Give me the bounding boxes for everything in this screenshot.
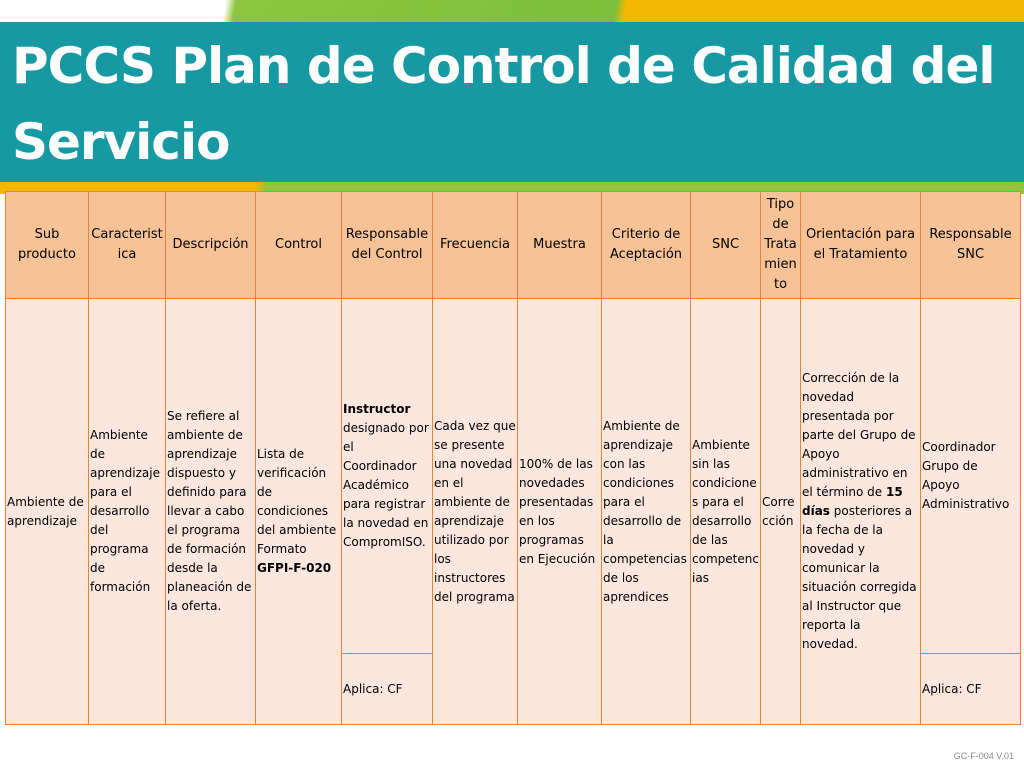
cell-responsable-control: [342, 299, 433, 654]
cell-control: [256, 299, 342, 725]
orientacion-text-post: posteriores a la fecha de la novedad y comunicar la situación corregida al Instructor que reporta la novedad.: [802, 504, 917, 651]
control-text: Lista de verificación de condiciones del ambiente Formato: [257, 447, 337, 556]
header-control: Control: [256, 192, 342, 299]
orientacion-deadline: 15 días: [802, 485, 903, 518]
header-snc: SNC: [691, 192, 761, 299]
cell-criterio: Ambiente de aprendizaje con las condiciones para el desarrollo de la competencias de los aprendices: [602, 299, 691, 725]
header-muestra: Muestra: [518, 192, 602, 299]
responsable-role: Instructor: [343, 402, 411, 416]
header-descripcion: Descripción: [166, 192, 256, 299]
quality-control-table: [5, 191, 1021, 725]
cell-responsable-snc-aplica: Aplica: CF: [921, 654, 1021, 725]
top-decorative-stripe: [0, 0, 1024, 22]
header-criterio: Criterio de Aceptación: [602, 192, 691, 299]
cell-snc: Ambiente sin las condiciones para el desarrollo de las competencias: [691, 299, 761, 725]
header-frecuencia: Frecuencia: [433, 192, 518, 299]
header-sub-producto: Sub producto: [6, 192, 89, 299]
responsable-text: designado por el Coordinador Académico para registrar la novedad en CompromISO.: [343, 421, 429, 549]
table-row: [6, 299, 1021, 654]
cell-responsable-aplica: Aplica: CF: [342, 654, 433, 725]
cell-sub-producto: Ambiente de aprendizaje: [6, 299, 89, 725]
cell-caracteristica: Ambiente de aprendizaje para el desarrollo del programa de formación: [89, 299, 166, 725]
orientacion-text-pre: Corrección de la novedad presentada por parte del Grupo de Apoyo administrativo en el término de: [802, 371, 916, 499]
header-caracteristica: Caracterist ica: [89, 192, 166, 299]
cell-orientacion: [801, 299, 921, 725]
header-tipo-tratamiento: Tipo de Trata mien to: [761, 192, 801, 299]
control-form-code: GFPI-F-020: [257, 561, 332, 575]
slide-title: PCCS Plan de Control de Calidad del Servicio: [12, 37, 995, 171]
cell-descripcion: Se refiere al ambiente de aprendizaje dispuesto y definido para llevar a cabo el programa de formación desde la planeación de la oferta.: [166, 299, 256, 725]
header-responsable-control: Responsable del Control: [342, 192, 433, 299]
cell-muestra: 100% de las novedades presentadas en los programas en Ejecución: [518, 299, 602, 725]
cell-frecuencia: Cada vez que se presente una novedad en el ambiente de aprendizaje utilizado por los instructores del programa: [433, 299, 518, 725]
header-responsable-snc: Responsable SNC: [921, 192, 1021, 299]
header-orientacion: Orientación para el Tratamiento: [801, 192, 921, 299]
cell-responsable-snc: Coordinador Grupo de Apoyo Administrativo: [921, 299, 1021, 654]
document-code: GC-F-004 V.01: [953, 751, 1014, 761]
cell-tipo-tratamiento: Corrección: [761, 299, 801, 725]
table-header-row: [6, 192, 1021, 299]
